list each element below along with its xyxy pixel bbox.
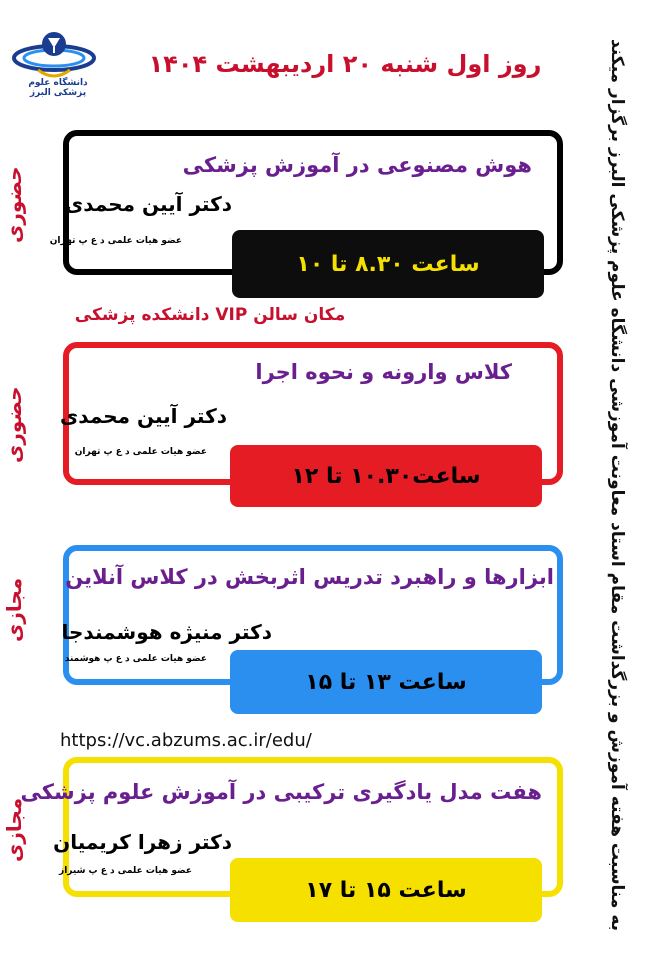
side-banner-text: به مناسبت هفته آموزش و بزرگداشت مقام استاد معاونت آموزشی دانشگاه علوم پزشکی البرز برگزار میکند <box>607 38 627 932</box>
session-time-2: ساعت۱۰.۳۰ تا ۱۲ <box>291 463 481 489</box>
session-title-1: هوش مصنوعی در آموزش پزشکی <box>182 153 532 177</box>
session-time-4: ساعت ۱۵ تا ۱۷ <box>305 877 467 903</box>
session-title-4: هفت مدل یادگیری ترکیبی در آموزش علوم پزشکی <box>20 780 542 804</box>
session-doctor-4: دکتر زهرا کریمیان <box>53 830 232 854</box>
mode-label-3: مجازی <box>2 577 26 643</box>
session-doctor-3: دکتر منیژه هوشمندجا <box>61 620 272 644</box>
online-class-link[interactable]: https://vc.abzums.ac.ir/edu/ <box>60 730 312 751</box>
session-doctor-1: دکتر آیین محمدی <box>64 192 232 216</box>
mode-label-1: حضوری <box>2 166 26 244</box>
session-affiliation-1: عضو هیات علمی د ع پ تهران <box>49 236 182 246</box>
session-title-3: ابزارها و راهبرد تدریس اثربخش در کلاس آنلاین <box>65 565 554 589</box>
session-title-2: کلاس وارونه و نحوه اجرا <box>255 360 512 384</box>
venue-label: مکان سالن VIP دانشکده پزشکی <box>74 305 346 325</box>
session-time-box-1 <box>232 230 544 298</box>
session-affiliation-3: عضو هیات علمی د ع پ هوشمند <box>64 654 207 664</box>
day-title: روز اول شنبه ۲۰ اردیبهشت ۱۴۰۴ <box>148 50 542 78</box>
session-affiliation-4: عضو هیات علمی د ع پ شیراز <box>59 866 192 876</box>
session-time-1: ساعت ۸.۳۰ تا ۱۰ <box>296 251 480 277</box>
session-time-box-3 <box>230 650 542 714</box>
session-time-3: ساعت ۱۳ تا ۱۵ <box>305 669 467 695</box>
session-time-box-2 <box>230 445 542 507</box>
session-doctor-2: دکتر آیین محمدی <box>59 404 227 428</box>
mode-label-4: مجازی <box>2 797 26 863</box>
session-affiliation-2: عضو هیات علمی د ع پ تهران <box>74 447 207 457</box>
session-time-box-4 <box>230 858 542 922</box>
logo-text: دانشگاه علوم پزشکی البرز <box>28 78 88 98</box>
mode-label-2: حضوری <box>2 386 26 464</box>
